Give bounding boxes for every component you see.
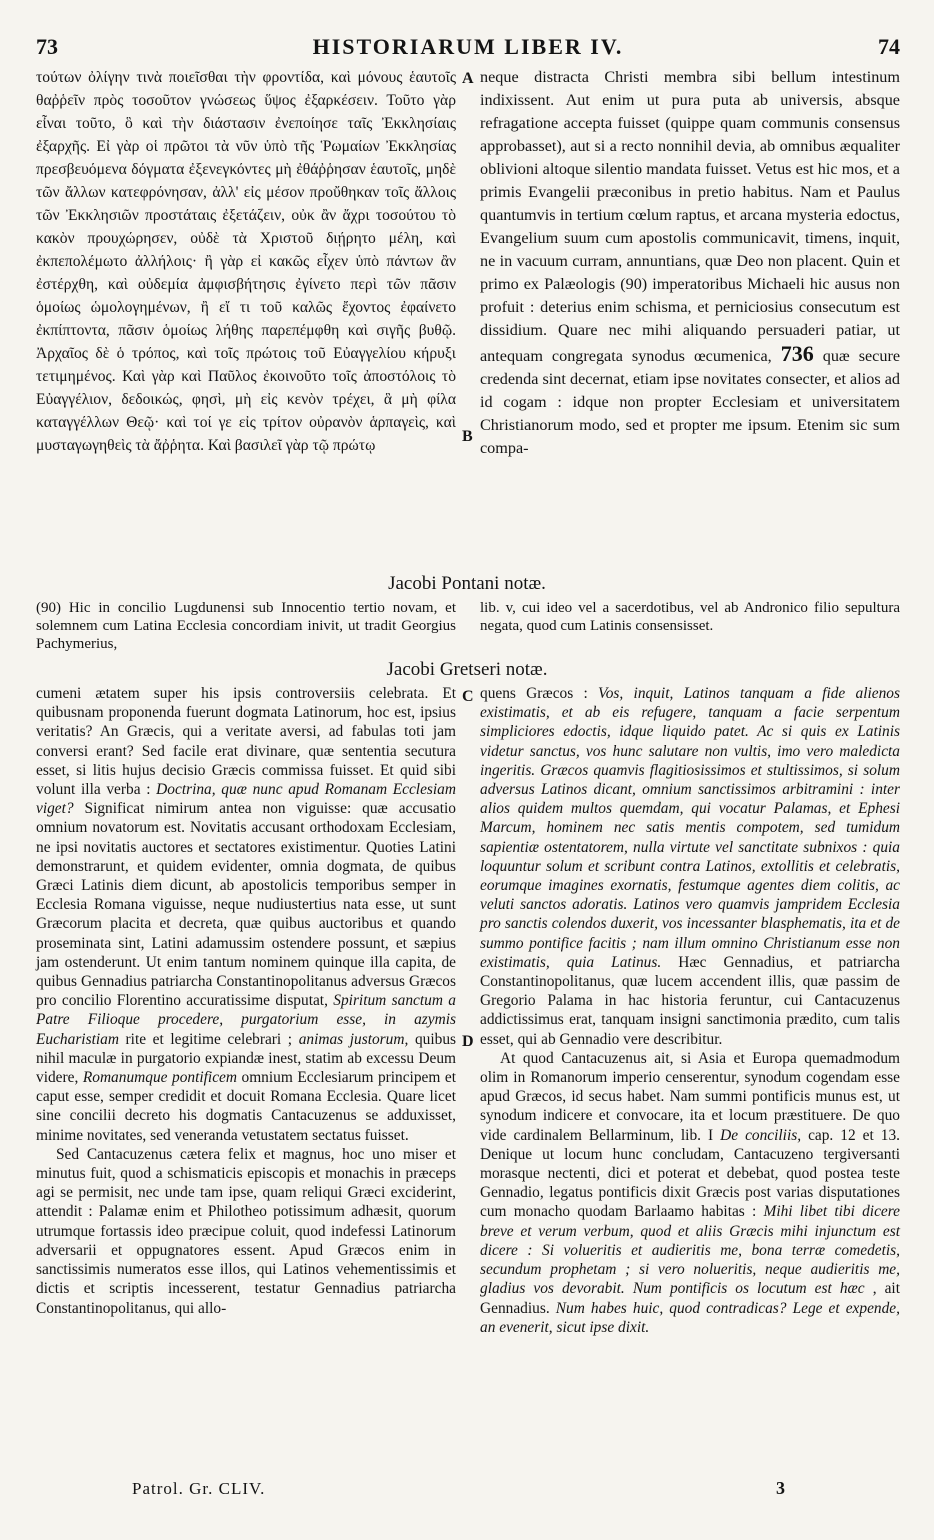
italic-quote: animas justorum, [298,1030,409,1048]
pontanus-notes-heading: Jacobi Pontani notæ. [388,573,546,594]
text-run: rite et legitime celebrari ; [125,1030,293,1048]
gathering-number: 3 [776,1478,785,1498]
margin-marker-a: A [462,70,474,87]
greek-paragraph: τούτων ὀλίγην τινὰ ποιεῖσθαι τὴν φροντίδα, καὶ μόνους ἑαυτοῖς θαῤῥεῖν πρὸς τοσοῦτον γνώσεως ὕψος ἐξαρκέσειν. Τοῦτο γὰρ εἶναι τοῦτο, ὃ καὶ τὴν διάστασιν ἐνεποίησε ταῖς Ἐκκλησίαις ἐξαρχῆς. Εἰ γὰρ οἱ πρῶτοι τὰ νῦν ὑπὸ τῆς Ῥωμαίων Ἐκκλησίας πρεσβευόμενα δόγματα ἐξενεγκόντες μὴ ἐθάῤῥησαν ἑαυτοῖς, μηδὲ τῶν ἄλλων κατεφρόνησαν, ἀλλ' εἰς μέσον προὔθηκαν τοῖς ἄλλοις τῶν Ἐκκλησιῶν προστάταις ἐξετάζειν, οὐκ ἂν ἄχρι τοσούτου τὸ κακὸν προυχώρησεν, οὐδὲ τὰ Χριστοῦ διῄρητο μέλη, καὶ ἐκπεπολέμωτο ἀλλήλοις· ἢ γὰρ εἰ κακῶς εἶχεν ὑπὸ πάντων ἂν ἐστέρχθη, καὶ οὐδεμία ἀμφισβήτησις ἐγίνετο περὶ τῶν πᾶσιν ὁμοίως ὡμολογημένων, ἢ εἴ τι τοῦ καλῶς ἔχοντος ἐφαίνετο ἐκπίπτοντα, πᾶσιν ὁμοίως λήθης παρεπέμφθη καὶ σιγῆς βυθῷ. Ἀρχαῖος δὲ ὁ τρόπος, καὶ τοῖς πρώτοις τοῦ Εὐαγγελίου κήρυξι τετιμημένος. Καὶ γὰρ καὶ Παῦλος ἐκοινοῦτο τοῖς ἀποστόλοις τὸ Εὐαγγέλιον, δεδοικώς, φησὶ, μὴ εἰς κενὸν τρέχει, ἃ μὴ φίλα καταγγέλλων Θεῷ· καὶ τοί γε εἰς τρίτον οὐρανὸν ἁρπαγεὶς, καὶ μυσταγωγηθεὶς τὰ ἄῤῥητα. Καὶ βασιλεῖ γὰρ τῷ πρώτῳ [36,69,456,454]
italic-quote: Doctrina, quæ nunc apud Romanam Ecclesiam viget? [36,781,456,818]
text-run: quibus nihil maculæ in purgatorio expiandæ inest, statim ab excessu Deum videre, [36,1030,456,1087]
italic-quote: De conciliis, [720,1126,802,1144]
italic-quote: Vos, inquit, Latinos tanquam a fide alienos existimatis, et ab eis refugere, tanquam a facie serpentum simpliciores edoctis, idque liquido patet. Ac si quis ex Latinis videtur sanctus, vos hunc salutare non vultis, imo vero maledicta ingeritis. Græcos quamvis flagitiosissimos et stultissimos, si solum adversus Latinos dicant, omnium sanctissimos arbitramini : inter alios quidem multos quemdam, qui vocatur Palamas, et Ephesi Marcum, hominem nec satis mentis compotem, sed tumidum sapientiæ ostentatorem, nulla virtute vel sanctitate subnixos : quia loquuntur solum et scribunt contra Latinos, extollitis et celebratis, eorumque imagines exornatis, festumque agentes diem colitis, ac veluti sanctos adoratis. Latinos vero quamvis jampridem Ecclesia pro sanctis colendos duxerit, vos incessanter blasphematis, ita et de summo pontifice facitis ; nam illum omnino Christianum esse non existimatis, quia Latinus. [480,685,900,971]
text-run: omnium Ecclesiarum principem et caput esse, semper credidit et docuit Romana Ecclesia. Quare licet sine concilii decreto his dogmatis Cantacuzenus se adduxisset, minime novitates, sed veneranda vetustatem sectatus fuisset. [36,1069,456,1144]
series-signature: Patrol. Gr. CLIV. [132,1479,266,1498]
margin-marker-b: B [462,428,473,445]
running-title: HISTORIARUM LIBER IV. [312,34,624,59]
greek-text-column [36,66,456,457]
text-run: At quod Cantacuzenus ait, si Asia et Europa quemadmodum olim in Romanorum imperio censerentur, synodum cogendam esse apud Græcos, id secus habet. Nam summi pontificis munus est, ut synodum indicere et convocare, ita et locum præstituere. De quo vide cardinalem Bellarminum, lib. I [480,1049,900,1144]
gretser-left-paragraph-1 [36,684,456,1145]
margin-marker-c: C [462,688,474,705]
italic-quote: Num habes huic, quod contradicas? Lege et expende, an evenerit, sicut ipse dixit. [480,1299,900,1336]
text-run: quens Græcos : [480,685,588,702]
italic-quote: Romanumque pontificem [82,1069,237,1087]
pontanus-note-text-left: (90) Hic in concilio Lugdunensi sub Innocentio tertio novam, et solemnem cum Latina Ecclesia concordiam inivit, ut tradit Georgius Pachymerius, [36,600,456,652]
pontanus-note-left [36,599,456,653]
column-number: 736 [780,341,814,366]
italic-quote: Spiritum sanctum a Patre Filioque procedere, purgatorium esse, in azymis Eucharistiam [36,992,456,1048]
text-run: , ait Gennadius. [480,1280,900,1317]
italic-quote: Mihi libet tibi dicere breve et verum verbum, quod et aliis Græcis mihi injunctum est dicere : Si volueritis et audieritis me, bona terræ comedetis, secundum prophetam ; si vero nolueritis, neque audieritis me, gladius vos devorabit. Num pontificis os locutum est hæc [480,1203,900,1298]
margin-marker-d: D [462,1033,474,1050]
text-run: cap. 12 et 13. Denique ut locum hunc concludam, Cantacuzeno tergiversanti morasque nectenti, dici et poterat et debebat, quod postea teste Gennadio, legatus pontificis dixit Græcis post varias disputationes cum monacho quodam Barlaamo habitas : [480,1126,900,1221]
gretser-notes-right-column [480,684,900,1337]
gretser-left-paragraph-2: Sed Cantacuzenus cætera felix et magnus, hoc uno miser et minutus fuit, quod a schismaticis episcopis et monachis in præceps agi se permisit, nec unde tam ipse, quam reliqui Græci exciderint, attendit : Palamæ enim et Philotheo potissimum adhæsit, quorum utrumque fortassis ideo præcipue coluit, quod indefessi Latinorum adversarii et oppugnatores essent. Apud Græcos enim in sanctissimis numeratos esse illos, qui Latinos vehementissimis et dictis et scriptis incesserent, testatur Gennadius patriarcha Constantinopolitanus, qui allo- [36,1145,456,1317]
latin-paragraph [480,66,900,460]
gretser-notes-heading: Jacobi Gretseri notæ. [386,659,548,680]
gretser-right-paragraph-2 [480,1049,900,1337]
latin-text-before: neque distracta Christi membra sibi bellum intestinum indixissent. Aut enim ut pura puta ab universis, absque refragatione accepta fuisset (quippe quam communis consensus approbasset), aut si a recto nonnihil devia, ab omnibus æqualiter oblivioni altoque silentio mandata fuisset. Vetus est hic mos, et a primis Evangelii præconibus in pretio habitus. Nam et Paulus quantumvis in tertium cœlum raptus, et arcana mysteria edoctus, Evangelium suum cum apostolis communicavit, timens, inquit, ne in vacuum curram, annuntians, quæ Deo non placent. Quin et primo ex Palæologis (90) imperatoribus Michaeli hic ausus non profuit : deterius enim schisma, et perniciosius consecutum est dissidium. Quare nec mihi aliquando persuaderi patiar, ut antequam congregata synodus œcumenica, [480,68,900,365]
pontanus-note-text-right: lib. v, cui ideo vel a sacerdotibus, vel ab Andronico filio sepultura negata, quod cum Latinis consensisset. [480,600,900,634]
pontanus-note-right [480,599,900,635]
latin-translation-column [480,66,900,460]
text-run: cumeni ætatem super his ipsis controversiis celebrata. Et quibusnam proponenda fuerunt dogmata Latinorum, hoc est, ipsius veritatis? An Græcis, qui a veritate aversi, ad fabulas toti jam conversi erant? Sed facile erat divinare, quæ sententia secutura esset, si litis hujus decisio Græcis commissa fuisset. Et quid sibi volunt illa verba : [36,685,456,799]
text-run: Hæc Gennadius, et patriarcha Constantinopolitanus, quæ lucem accendent illis, quæ passim de Gregorio Palama in hac historia feruntur, cui Cantacuzenus addictissimus erat, tanquam insigni sanctimonia prædito, cum talis esset, qui ab Gennadio vere describitur. [480,953,900,1048]
text-run: Significat nimirum antea non viguisse: quæ accusatio omnium novatorum est. Novitatis accusant orthodoxam Ecclesiam, ne ipsi novitatis auctores et sectatores existimentur. Quoties Latini demonstrarunt, et quidem evidenter, omnia dogmata, de quibus Græci Latinis diem dicunt, ab apostolicis temporibus semper in Ecclesia Romana viguisse, neque nudiustertius nata esse, ut sunt Græcorum placita et decreta, quæ quibus auctoribus et quando proseminata sint, Latini adamussim ostendere possunt, et sæpius jam ostenderunt. Ut enim tantum nominem quinque illa capita, de quibus Gennadius patriarcha Constantinopolitanus adversus Græcos pro concilio Florentino accuratissime disputat, [36,800,456,1010]
gretser-right-paragraph-1 [480,684,900,1049]
page-number-left: 73 [36,34,58,59]
latin-text-after: quæ secure credenda sint decernat, etiam ipse novitates consecter, et alios ad id cogam : idque non propter Ecclesiam et universitatem Christianorum modo, sed et propter me ipsum. Etenim sic sum compa- [480,347,901,457]
page-header [36,34,900,68]
gretser-notes-left-column [36,684,456,1318]
page-number-right: 74 [878,34,900,59]
